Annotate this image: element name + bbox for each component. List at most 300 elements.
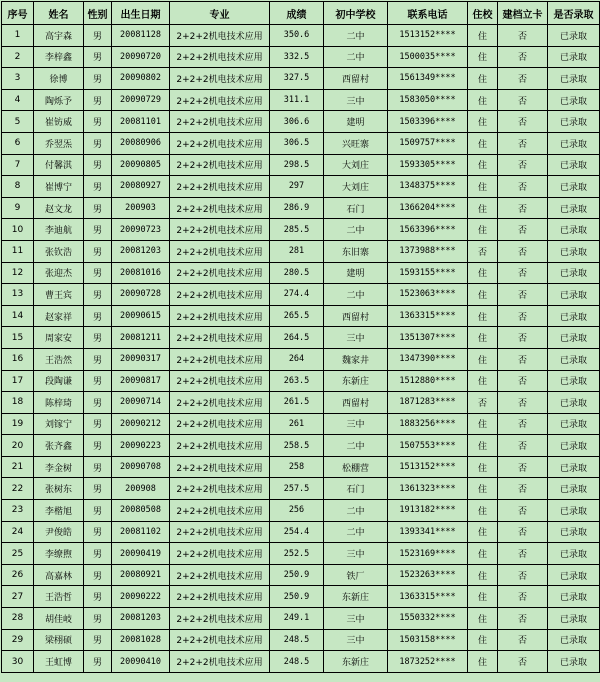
cell-score: 306.6: [270, 111, 324, 133]
table-row: [2, 413, 600, 435]
table-row: [2, 370, 600, 392]
cell-poverty-file: 否: [498, 132, 548, 154]
header-score: 成绩: [270, 2, 324, 25]
table-row: [2, 305, 600, 327]
cell-row-index: 23: [2, 500, 34, 522]
cell-student-name: 段陶谦: [34, 370, 84, 392]
cell-phone: 1503396****: [388, 111, 468, 133]
cell-phone: 1563396****: [388, 219, 468, 241]
cell-birthdate: 20090317: [112, 348, 170, 370]
cell-row-index: 20: [2, 435, 34, 457]
cell-boarding: 住: [468, 586, 498, 608]
cell-poverty-file: 否: [498, 89, 548, 111]
cell-admitted: 已录取: [548, 348, 600, 370]
cell-boarding: 住: [468, 25, 498, 47]
cell-row-index: 5: [2, 111, 34, 133]
cell-major: 2+2+2机电技术应用: [170, 327, 270, 349]
cell-middle-school: 石门: [324, 197, 388, 219]
cell-birthdate: 20090729: [112, 89, 170, 111]
cell-admitted: 已录取: [548, 197, 600, 219]
cell-row-index: 28: [2, 608, 34, 630]
cell-admitted: 已录取: [548, 68, 600, 90]
cell-row-index: 29: [2, 629, 34, 651]
cell-score: 261: [270, 413, 324, 435]
cell-phone: 1523263****: [388, 564, 468, 586]
header-boarding: 住校: [468, 2, 498, 25]
cell-admitted: 已录取: [548, 46, 600, 68]
cell-poverty-file: 否: [498, 46, 548, 68]
cell-admitted: 已录取: [548, 370, 600, 392]
cell-major: 2+2+2机电技术应用: [170, 305, 270, 327]
cell-major: 2+2+2机电技术应用: [170, 46, 270, 68]
cell-row-index: 14: [2, 305, 34, 327]
cell-admitted: 已录取: [548, 500, 600, 522]
cell-boarding: 住: [468, 197, 498, 219]
table-row: [2, 197, 600, 219]
cell-row-index: 30: [2, 651, 34, 673]
cell-poverty-file: 否: [498, 564, 548, 586]
cell-student-name: 徐博: [34, 68, 84, 90]
cell-row-index: 21: [2, 456, 34, 478]
cell-gender: 男: [84, 154, 112, 176]
cell-admitted: 已录取: [548, 154, 600, 176]
cell-row-index: 24: [2, 521, 34, 543]
cell-gender: 男: [84, 392, 112, 414]
cell-birthdate: 20090817: [112, 370, 170, 392]
cell-student-name: 陈梓琦: [34, 392, 84, 414]
cell-admitted: 已录取: [548, 586, 600, 608]
cell-score: 265.5: [270, 305, 324, 327]
cell-phone: 1583050****: [388, 89, 468, 111]
cell-row-index: 16: [2, 348, 34, 370]
cell-phone: 1363315****: [388, 586, 468, 608]
cell-student-name: 张钦浩: [34, 240, 84, 262]
cell-boarding: 住: [468, 478, 498, 500]
cell-admitted: 已录取: [548, 413, 600, 435]
cell-boarding: 住: [468, 435, 498, 457]
header-phone: 联系电话: [388, 2, 468, 25]
cell-admitted: 已录取: [548, 608, 600, 630]
cell-row-index: 27: [2, 586, 34, 608]
table-row: [2, 543, 600, 565]
cell-gender: 男: [84, 25, 112, 47]
header-admitted: 是否录取: [548, 2, 600, 25]
cell-birthdate: 20090708: [112, 456, 170, 478]
cell-middle-school: 西留村: [324, 68, 388, 90]
cell-boarding: 住: [468, 327, 498, 349]
cell-major: 2+2+2机电技术应用: [170, 176, 270, 198]
cell-boarding: 住: [468, 456, 498, 478]
cell-major: 2+2+2机电技术应用: [170, 543, 270, 565]
cell-phone: 1347390****: [388, 348, 468, 370]
cell-gender: 男: [84, 89, 112, 111]
cell-middle-school: 三中: [324, 543, 388, 565]
cell-phone: 1373988****: [388, 240, 468, 262]
cell-student-name: 尹俊皓: [34, 521, 84, 543]
cell-phone: 1873252****: [388, 651, 468, 673]
table-row: [2, 348, 600, 370]
cell-poverty-file: 否: [498, 197, 548, 219]
cell-birthdate: 20090802: [112, 68, 170, 90]
cell-phone: 1550332****: [388, 608, 468, 630]
cell-middle-school: 大刘庄: [324, 154, 388, 176]
cell-gender: 男: [84, 500, 112, 522]
cell-middle-school: 二中: [324, 284, 388, 306]
cell-major: 2+2+2机电技术应用: [170, 521, 270, 543]
cell-boarding: 住: [468, 543, 498, 565]
cell-phone: 1393341****: [388, 521, 468, 543]
cell-boarding: 住: [468, 154, 498, 176]
cell-birthdate: 200908: [112, 478, 170, 500]
cell-score: 256: [270, 500, 324, 522]
cell-boarding: 住: [468, 500, 498, 522]
table-row: [2, 219, 600, 241]
cell-student-name: 乔翌炁: [34, 132, 84, 154]
cell-phone: 1507553****: [388, 435, 468, 457]
cell-phone: 1883256****: [388, 413, 468, 435]
cell-phone: 1363315****: [388, 305, 468, 327]
cell-boarding: 住: [468, 564, 498, 586]
header-gender: 性别: [84, 2, 112, 25]
cell-middle-school: 石门: [324, 478, 388, 500]
cell-score: 250.9: [270, 564, 324, 586]
cell-gender: 男: [84, 132, 112, 154]
cell-boarding: 住: [468, 305, 498, 327]
cell-birthdate: 20081211: [112, 327, 170, 349]
cell-poverty-file: 否: [498, 478, 548, 500]
cell-student-name: 陶烁予: [34, 89, 84, 111]
cell-row-index: 13: [2, 284, 34, 306]
cell-phone: 1361323****: [388, 478, 468, 500]
cell-admitted: 已录取: [548, 305, 600, 327]
cell-student-name: 高嘉林: [34, 564, 84, 586]
cell-birthdate: 20081028: [112, 629, 170, 651]
cell-gender: 男: [84, 521, 112, 543]
cell-score: 261.5: [270, 392, 324, 414]
header-major: 专业: [170, 2, 270, 25]
cell-middle-school: 西留村: [324, 305, 388, 327]
cell-student-name: 李迪航: [34, 219, 84, 241]
cell-birthdate: 20081101: [112, 111, 170, 133]
cell-poverty-file: 否: [498, 305, 548, 327]
cell-score: 274.4: [270, 284, 324, 306]
cell-poverty-file: 否: [498, 284, 548, 306]
cell-birthdate: 20090419: [112, 543, 170, 565]
cell-score: 286.9: [270, 197, 324, 219]
cell-middle-school: 东新庄: [324, 651, 388, 673]
cell-major: 2+2+2机电技术应用: [170, 219, 270, 241]
cell-student-name: 张齐鑫: [34, 435, 84, 457]
header-poverty-file: 建档立卡: [498, 2, 548, 25]
cell-poverty-file: 否: [498, 651, 548, 673]
cell-row-index: 1: [2, 25, 34, 47]
cell-gender: 男: [84, 327, 112, 349]
table-row: [2, 629, 600, 651]
cell-gender: 男: [84, 629, 112, 651]
cell-gender: 男: [84, 46, 112, 68]
cell-major: 2+2+2机电技术应用: [170, 629, 270, 651]
cell-admitted: 已录取: [548, 543, 600, 565]
header-middle-school: 初中学校: [324, 2, 388, 25]
cell-phone: 1513152****: [388, 25, 468, 47]
cell-boarding: 否: [468, 392, 498, 414]
cell-gender: 男: [84, 305, 112, 327]
cell-student-name: 胡佳岐: [34, 608, 84, 630]
cell-admitted: 已录取: [548, 392, 600, 414]
cell-phone: 1513152****: [388, 456, 468, 478]
cell-major: 2+2+2机电技术应用: [170, 240, 270, 262]
cell-phone: 1593155****: [388, 262, 468, 284]
cell-gender: 男: [84, 370, 112, 392]
table-row: [2, 240, 600, 262]
cell-gender: 男: [84, 219, 112, 241]
cell-score: 263.5: [270, 370, 324, 392]
cell-score: 280.5: [270, 262, 324, 284]
cell-birthdate: 20081128: [112, 25, 170, 47]
cell-student-name: 周家安: [34, 327, 84, 349]
cell-gender: 男: [84, 413, 112, 435]
cell-poverty-file: 否: [498, 154, 548, 176]
cell-gender: 男: [84, 478, 112, 500]
cell-score: 332.5: [270, 46, 324, 68]
cell-poverty-file: 否: [498, 240, 548, 262]
cell-middle-school: 兴旺寨: [324, 132, 388, 154]
cell-middle-school: 二中: [324, 500, 388, 522]
cell-gender: 男: [84, 543, 112, 565]
cell-major: 2+2+2机电技术应用: [170, 25, 270, 47]
cell-gender: 男: [84, 348, 112, 370]
cell-poverty-file: 否: [498, 608, 548, 630]
cell-boarding: 住: [468, 176, 498, 198]
cell-gender: 男: [84, 564, 112, 586]
cell-major: 2+2+2机电技术应用: [170, 197, 270, 219]
cell-major: 2+2+2机电技术应用: [170, 392, 270, 414]
cell-score: 248.5: [270, 629, 324, 651]
cell-phone: 1561349****: [388, 68, 468, 90]
cell-poverty-file: 否: [498, 176, 548, 198]
cell-admitted: 已录取: [548, 176, 600, 198]
cell-poverty-file: 否: [498, 111, 548, 133]
cell-score: 254.4: [270, 521, 324, 543]
cell-middle-school: 松棚营: [324, 456, 388, 478]
cell-score: 250.9: [270, 586, 324, 608]
cell-birthdate: 20090714: [112, 392, 170, 414]
cell-gender: 男: [84, 240, 112, 262]
cell-middle-school: 三中: [324, 629, 388, 651]
cell-poverty-file: 否: [498, 629, 548, 651]
cell-birthdate: 20090223: [112, 435, 170, 457]
cell-gender: 男: [84, 68, 112, 90]
cell-score: 298.5: [270, 154, 324, 176]
cell-admitted: 已录取: [548, 132, 600, 154]
cell-score: 306.5: [270, 132, 324, 154]
cell-student-name: 王浩哲: [34, 586, 84, 608]
cell-boarding: 住: [468, 46, 498, 68]
cell-student-name: 张树东: [34, 478, 84, 500]
cell-student-name: 赵文龙: [34, 197, 84, 219]
cell-admitted: 已录取: [548, 111, 600, 133]
cell-admitted: 已录取: [548, 435, 600, 457]
cell-admitted: 已录取: [548, 629, 600, 651]
cell-admitted: 已录取: [548, 327, 600, 349]
cell-student-name: 王虹博: [34, 651, 84, 673]
cell-student-name: 李梓鑫: [34, 46, 84, 68]
cell-gender: 男: [84, 651, 112, 673]
cell-birthdate: 20090615: [112, 305, 170, 327]
cell-admitted: 已录取: [548, 25, 600, 47]
cell-middle-school: 西留村: [324, 392, 388, 414]
cell-poverty-file: 否: [498, 543, 548, 565]
cell-major: 2+2+2机电技术应用: [170, 370, 270, 392]
cell-major: 2+2+2机电技术应用: [170, 284, 270, 306]
cell-row-index: 15: [2, 327, 34, 349]
table-row: [2, 564, 600, 586]
cell-middle-school: 二中: [324, 435, 388, 457]
cell-boarding: 住: [468, 413, 498, 435]
cell-middle-school: 二中: [324, 521, 388, 543]
cell-middle-school: 二中: [324, 25, 388, 47]
cell-phone: 1593305****: [388, 154, 468, 176]
cell-student-name: 赵家祥: [34, 305, 84, 327]
cell-admitted: 已录取: [548, 651, 600, 673]
table-row: [2, 500, 600, 522]
cell-score: 281: [270, 240, 324, 262]
cell-score: 350.6: [270, 25, 324, 47]
table-row: [2, 46, 600, 68]
table-row: [2, 521, 600, 543]
cell-student-name: 付馨淇: [34, 154, 84, 176]
cell-middle-school: 建明: [324, 262, 388, 284]
table-row: [2, 608, 600, 630]
cell-birthdate: 20090723: [112, 219, 170, 241]
cell-birthdate: 20081203: [112, 608, 170, 630]
header-index: 序号: [2, 2, 34, 25]
cell-major: 2+2+2机电技术应用: [170, 111, 270, 133]
table-row: [2, 435, 600, 457]
cell-boarding: 住: [468, 521, 498, 543]
cell-score: 285.5: [270, 219, 324, 241]
cell-birthdate: 20090410: [112, 651, 170, 673]
cell-poverty-file: 否: [498, 68, 548, 90]
cell-row-index: 8: [2, 176, 34, 198]
cell-poverty-file: 否: [498, 456, 548, 478]
cell-row-index: 17: [2, 370, 34, 392]
cell-row-index: 10: [2, 219, 34, 241]
cell-middle-school: 建明: [324, 111, 388, 133]
cell-boarding: 住: [468, 132, 498, 154]
cell-admitted: 已录取: [548, 456, 600, 478]
cell-boarding: 住: [468, 284, 498, 306]
cell-middle-school: 东新庄: [324, 586, 388, 608]
cell-boarding: 住: [468, 651, 498, 673]
table-row: [2, 89, 600, 111]
cell-poverty-file: 否: [498, 435, 548, 457]
table-row: [2, 176, 600, 198]
cell-phone: 1348375****: [388, 176, 468, 198]
cell-score: 327.5: [270, 68, 324, 90]
cell-row-index: 2: [2, 46, 34, 68]
cell-admitted: 已录取: [548, 284, 600, 306]
cell-admitted: 已录取: [548, 219, 600, 241]
cell-score: 248.5: [270, 651, 324, 673]
cell-admitted: 已录取: [548, 240, 600, 262]
cell-birthdate: 20090728: [112, 284, 170, 306]
cell-row-index: 7: [2, 154, 34, 176]
cell-poverty-file: 否: [498, 500, 548, 522]
cell-admitted: 已录取: [548, 89, 600, 111]
table-row: [2, 586, 600, 608]
cell-birthdate: 20081203: [112, 240, 170, 262]
cell-gender: 男: [84, 456, 112, 478]
cell-birthdate: 20090222: [112, 586, 170, 608]
cell-major: 2+2+2机电技术应用: [170, 154, 270, 176]
cell-boarding: 住: [468, 89, 498, 111]
table-row: [2, 392, 600, 414]
cell-major: 2+2+2机电技术应用: [170, 132, 270, 154]
cell-phone: 1523169****: [388, 543, 468, 565]
cell-score: 258.5: [270, 435, 324, 457]
cell-major: 2+2+2机电技术应用: [170, 586, 270, 608]
cell-gender: 男: [84, 284, 112, 306]
cell-score: 258: [270, 456, 324, 478]
cell-row-index: 26: [2, 564, 34, 586]
cell-birthdate: 20080508: [112, 500, 170, 522]
cell-poverty-file: 否: [498, 586, 548, 608]
cell-gender: 男: [84, 435, 112, 457]
cell-score: 257.5: [270, 478, 324, 500]
cell-major: 2+2+2机电技术应用: [170, 456, 270, 478]
cell-major: 2+2+2机电技术应用: [170, 564, 270, 586]
table-row: [2, 154, 600, 176]
cell-row-index: 25: [2, 543, 34, 565]
cell-row-index: 12: [2, 262, 34, 284]
cell-student-name: 梁栩硕: [34, 629, 84, 651]
cell-student-name: 刘镓宁: [34, 413, 84, 435]
cell-score: 264.5: [270, 327, 324, 349]
cell-major: 2+2+2机电技术应用: [170, 478, 270, 500]
cell-gender: 男: [84, 586, 112, 608]
table-row: [2, 25, 600, 47]
cell-major: 2+2+2机电技术应用: [170, 348, 270, 370]
cell-row-index: 6: [2, 132, 34, 154]
cell-score: 252.5: [270, 543, 324, 565]
cell-student-name: 崔钫威: [34, 111, 84, 133]
table-row: [2, 111, 600, 133]
cell-major: 2+2+2机电技术应用: [170, 413, 270, 435]
cell-row-index: 3: [2, 68, 34, 90]
cell-middle-school: 三中: [324, 608, 388, 630]
cell-poverty-file: 否: [498, 348, 548, 370]
cell-major: 2+2+2机电技术应用: [170, 262, 270, 284]
cell-score: 297: [270, 176, 324, 198]
table-body: [2, 25, 600, 673]
cell-middle-school: 三中: [324, 327, 388, 349]
cell-poverty-file: 否: [498, 521, 548, 543]
cell-middle-school: 二中: [324, 219, 388, 241]
cell-student-name: 李缭煦: [34, 543, 84, 565]
cell-row-index: 4: [2, 89, 34, 111]
cell-score: 264: [270, 348, 324, 370]
cell-major: 2+2+2机电技术应用: [170, 89, 270, 111]
cell-admitted: 已录取: [548, 478, 600, 500]
cell-phone: 1509757****: [388, 132, 468, 154]
cell-admitted: 已录取: [548, 262, 600, 284]
table-row: [2, 456, 600, 478]
cell-row-index: 9: [2, 197, 34, 219]
table-row: [2, 478, 600, 500]
cell-birthdate: 20090212: [112, 413, 170, 435]
cell-gender: 男: [84, 176, 112, 198]
